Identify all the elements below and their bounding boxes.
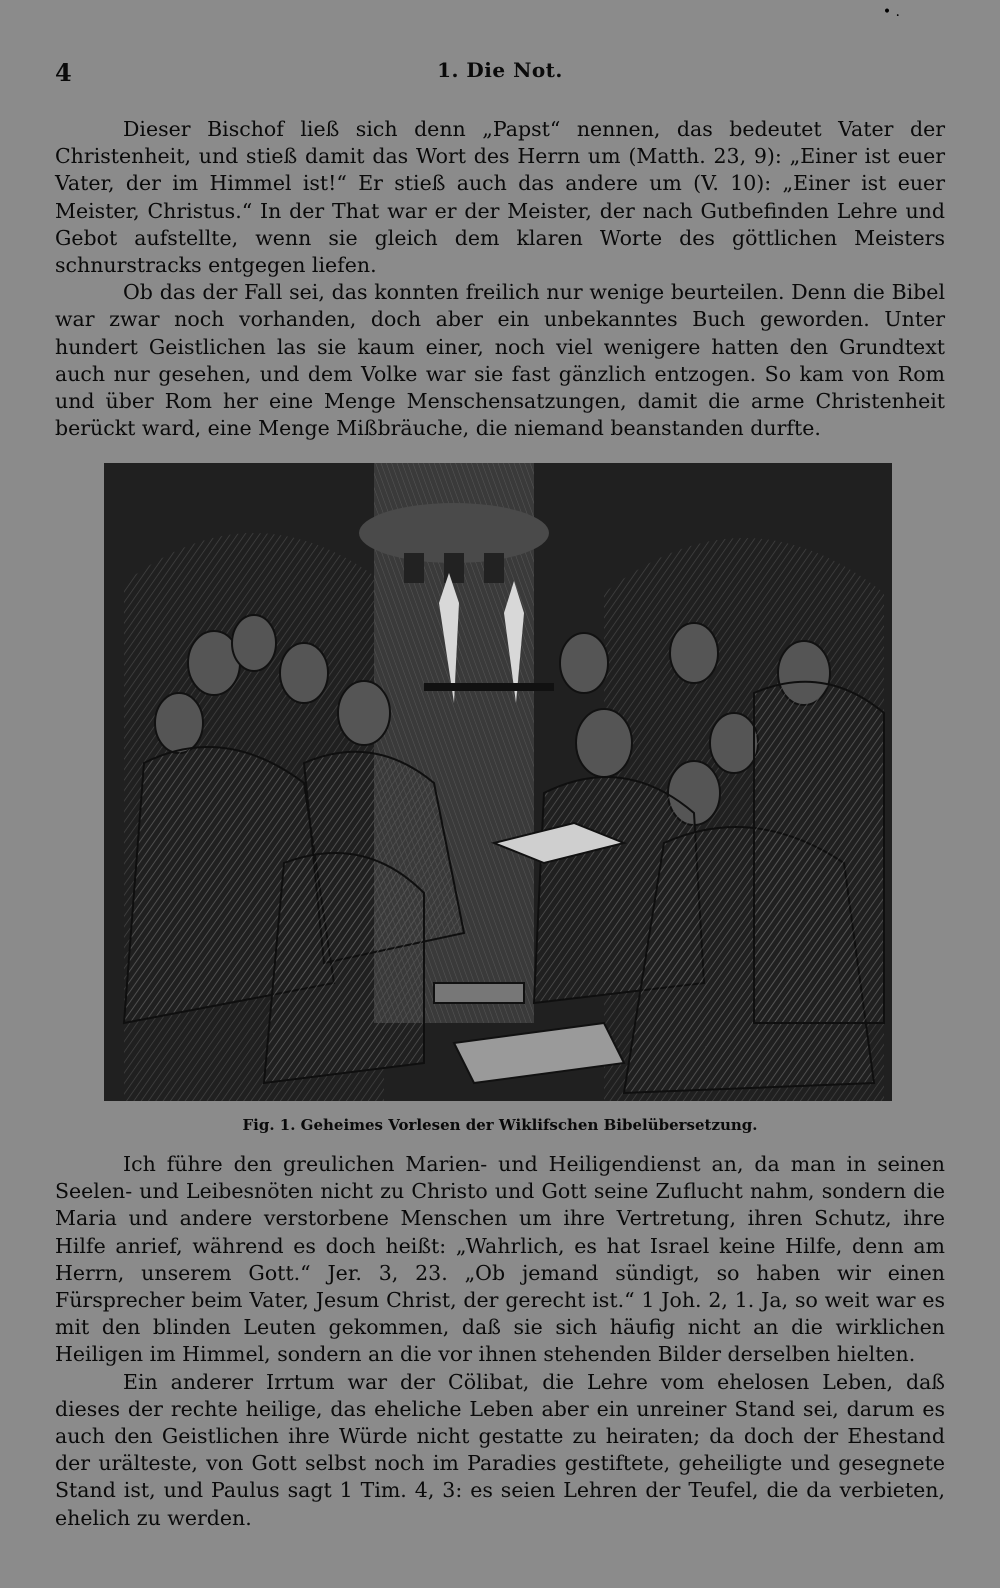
paragraph: Ich führe den greulichen Marien- und Heiligendienst an, da man in seinen Seelen- und Leibesnöten nicht zu Christo und Gott seine Zuflucht nahm, sondern die Maria und andere verstorbene Menschen um ihre Vertretung, ihren Schutz, ihre Hilfe anrief, während es doch heißt: „Wahrlich, es hat Israel keine Hilfe, denn am Herrn, unserem Gott.“ Jer. 3, 23. „Ob jemand sündigt, so haben wir einen Fürsprecher beim Vater, Jesum Christ, der gerecht ist.“ 1 Joh. 2, 1. Ja, so weit war es mit den blinden Leuten gekommen, daß sie sich häufig nicht an die wirklichen Heiligen im Himmel, sondern an die vor ihnen stehenden Bilder derselben hielten.: [55, 1152, 945, 1367]
page-number: 4: [55, 58, 72, 87]
paragraph: Ein anderer Irrtum war der Cölibat, die Lehre vom ehelosen Leben, daß dieses der rechte heilige, das eheliche Leben aber ein unreiner Stand sei, darum es auch den Geistlichen ihre Würde nicht gestatte zu heiraten; da doch der Ehestand der urälteste, von Gott selbst noch im Paradies gestiftete, geheiligte und gesegnete Stand ist, und Paulus sagt 1 Tim. 4, 3: es seien Lehren der Teufel, die da verbieten, ehelich zu werden.: [55, 1369, 945, 1530]
figure-caption: Fig. 1. Geheimes Vorlesen der Wiklifschen Bibelübersetzung.: [242, 1116, 758, 1134]
page-header: [55, 58, 945, 88]
speck-marks: • .: [882, 4, 900, 20]
paragraph: Ob das der Fall sei, das konnten freilich nur wenige beurteilen. Denn die Bibel war zwar noch vorhanden, doch aber ein unbekanntes Buch geworden. Unter hundert Geistlichen las sie kaum einer, noch viel wenigere hatten den Grundtext auch nur gesehen, und dem Volke war sie fast gänzlich entzogen. So kam von Rom und über Rom her eine Menge Menschensatzungen, damit die arme Christenheit berückt ward, eine Menge Mißbräuche, die niemand beanstanden durfte.: [55, 280, 945, 441]
engraving-drawing: [104, 463, 892, 1101]
paragraph: Dieser Bischof ließ sich denn „Papst“ nennen, das bedeutet Vater der Christenheit, und stieß damit das Wort des Herrn um (Matth. 23, 9): „Einer ist euer Vater, der im Himmel ist!“ Er stieß auch das andere um (V. 10): „Einer ist euer Meister, Christus.“ In der That war er der Meister, der nach Gutbefinden Lehre und Gebot aufstellte, wenn sie gleich dem klaren Worte des göttlichen Meisters schnurstracks entgegen liefen.: [55, 117, 945, 278]
text-block-top: [55, 116, 945, 442]
running-head: 1. Die Not.: [437, 58, 563, 82]
engraving-illustration: [104, 463, 892, 1101]
text-block-bottom: [55, 1151, 945, 1532]
